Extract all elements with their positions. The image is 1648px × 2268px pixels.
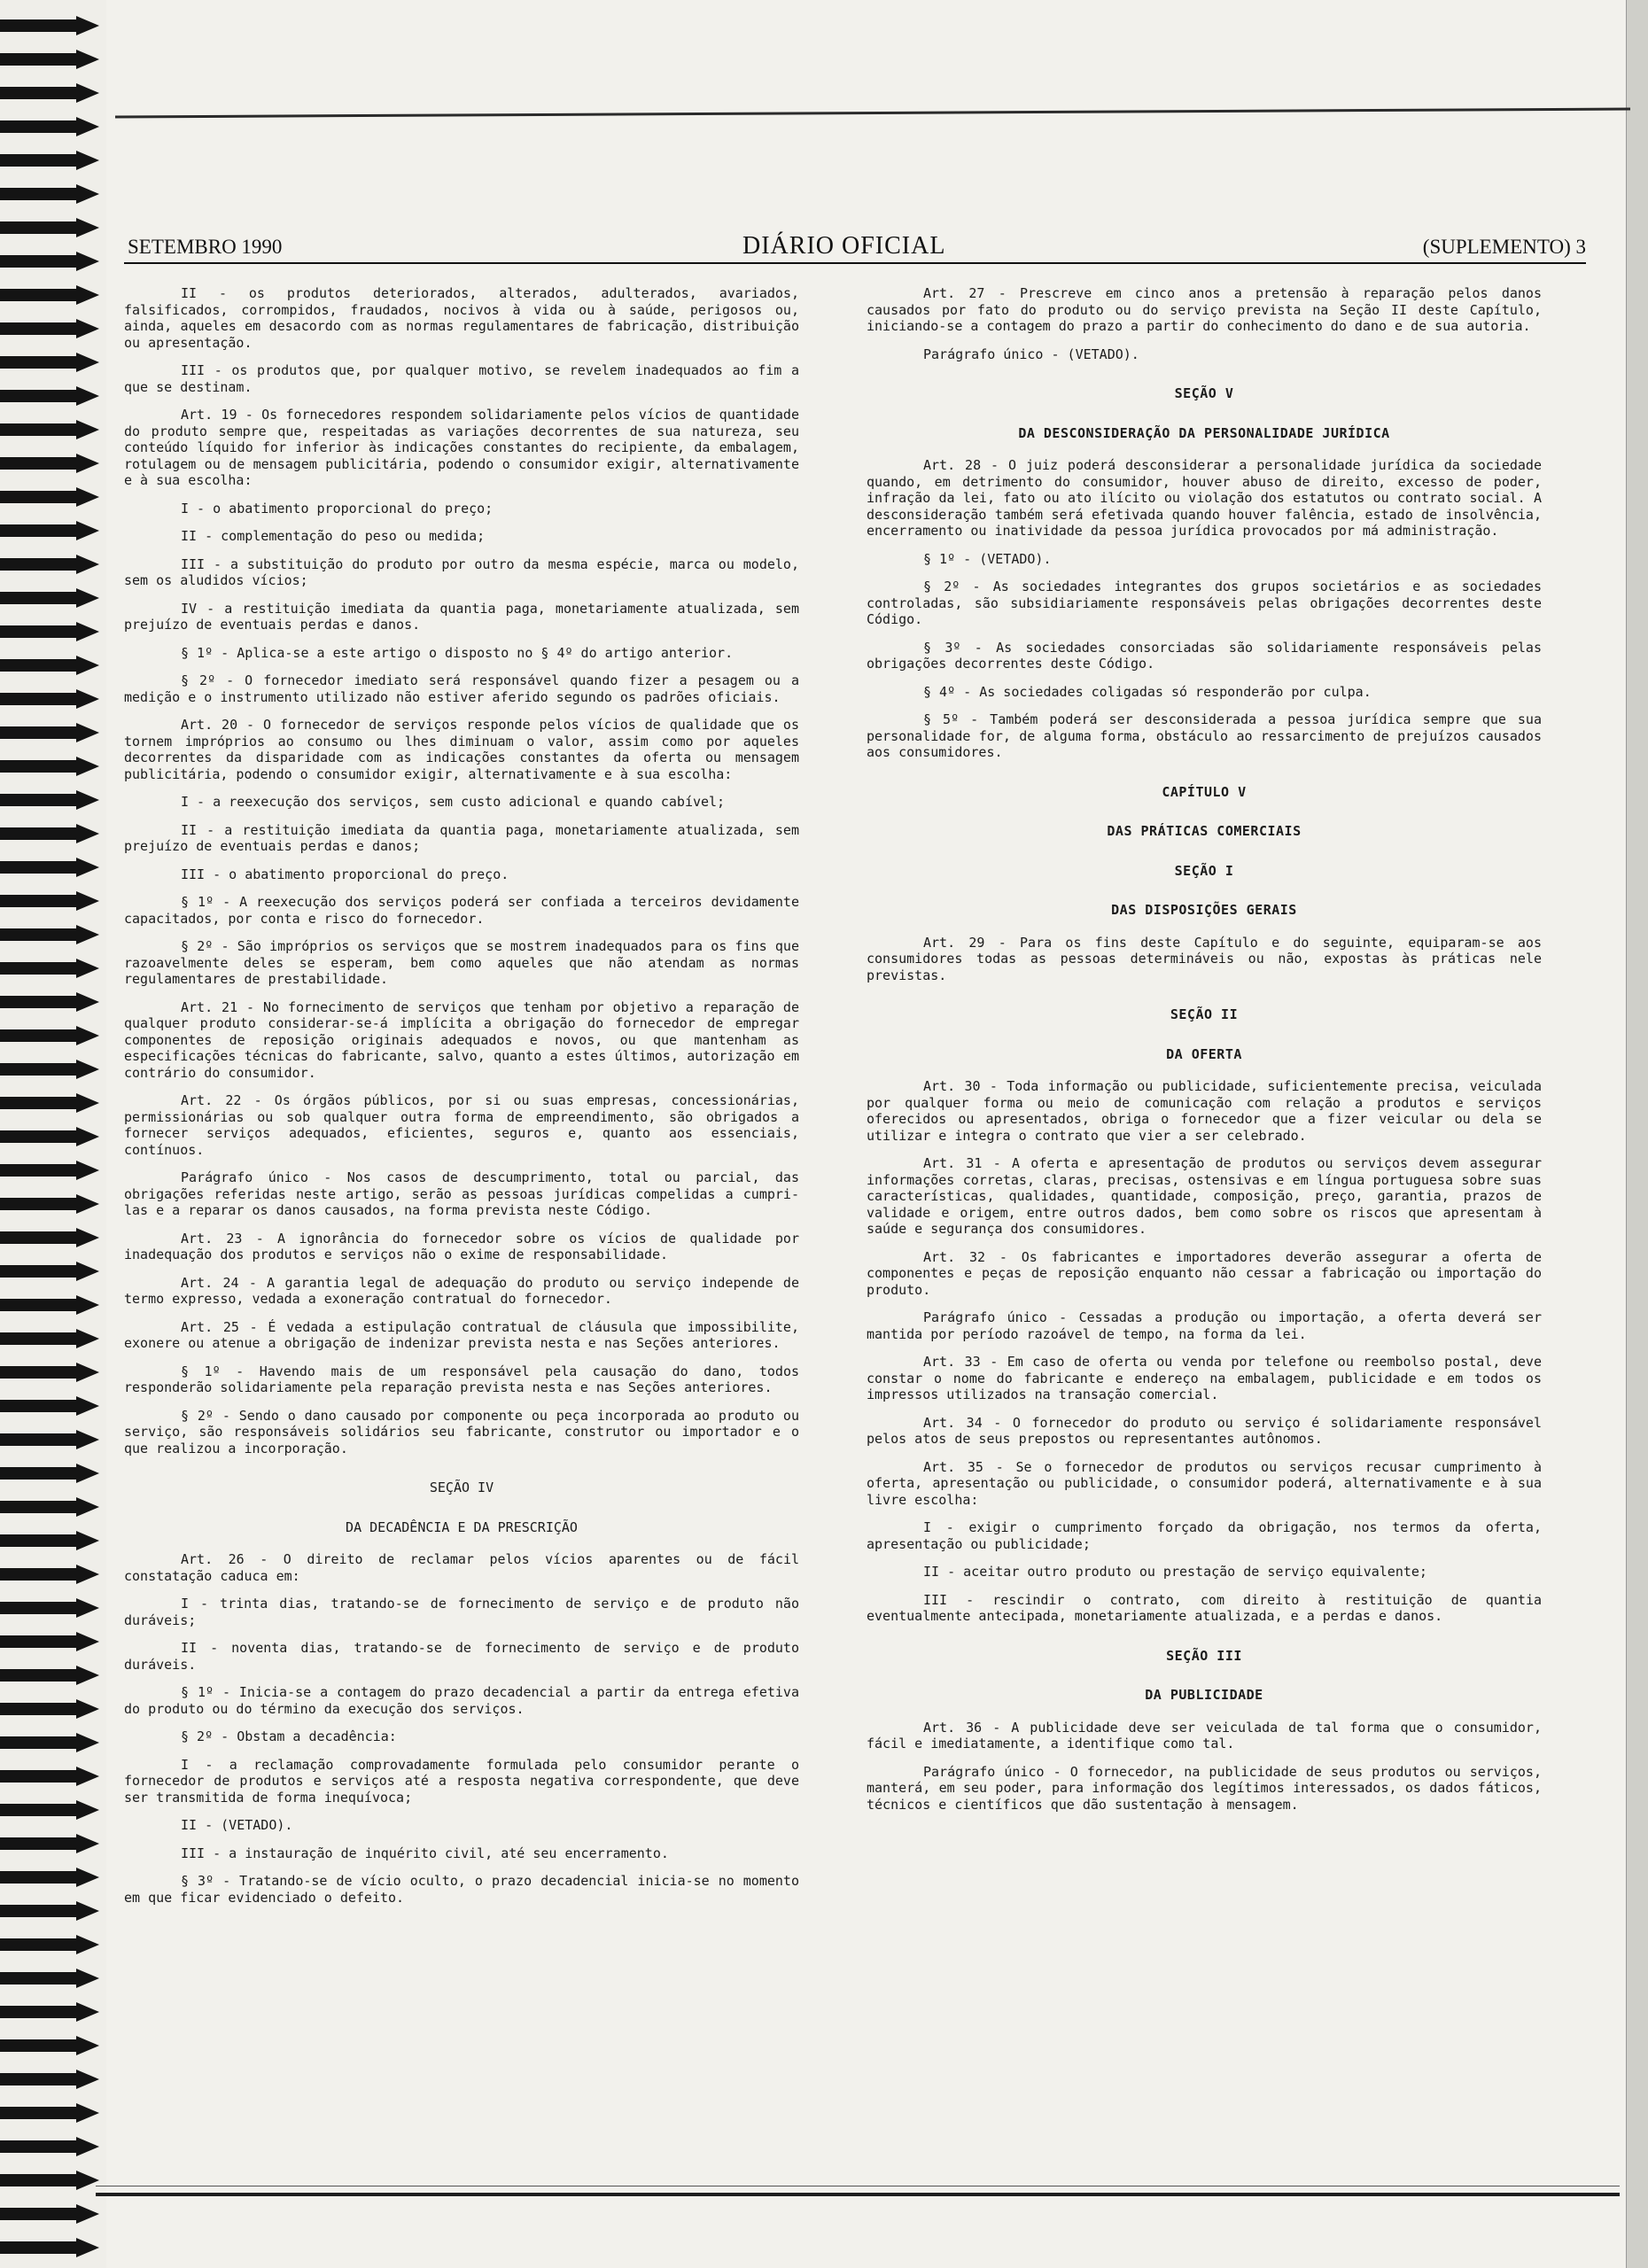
paragraph: Art. 33 - Em caso de oferta ou venda por telefone ou reembolso postal, deve constar o nome do fabricante e endereço na embalagem, publicidade e em todos os impressos utilizados na transação comercial.	[867, 1354, 1542, 1402]
binding-coil	[0, 1733, 105, 1752]
header-date: SETEMBRO 1990	[128, 236, 283, 258]
binding-coil	[0, 1767, 105, 1786]
paragraph: Art. 20 - O fornecedor de serviços responde pelos vícios de qualidade que os tornem impróprios ao consumo ou lhes diminuam o valor, assim como por aqueles decorrentes da disparidade com as indicações constantes da oferta ou mensagem publicitária, podendo o consumidor exigir, alternativamente e à sua escolha:	[124, 717, 799, 782]
paragraph: Art. 23 - A ignorância do fornecedor sobre os vícios de qualidade por inadequação dos produtos e serviços não o exime de responsabilidade.	[124, 1230, 799, 1262]
paragraph: Art. 24 - A garantia legal de adequação do produto ou serviço independe de termo expresso, vedada a exoneração contratual do fornecedor.	[124, 1274, 799, 1307]
page-header	[122, 232, 1586, 262]
binding-coil	[0, 1699, 105, 1719]
binding-coil	[0, 1632, 105, 1651]
paragraph: Art. 21 - No fornecimento de serviços que tenham por objetivo a reparação de qualquer produto considerar-se-á implícita a obrigação do fornecedor de empregar componentes de reposição originais adequados e novos, ou que mantenham as especificações técnicas do fabricante, salvo, quanto a estes últimos, autorização em contrário do consumidor.	[124, 998, 799, 1081]
section-heading: SEÇÃO II	[1170, 1006, 1239, 1022]
binding-coil	[0, 2238, 105, 2257]
binding-coil	[0, 2171, 105, 2190]
binding-coil	[0, 1666, 105, 1685]
paragraph: II - a restituição imediata da quantia paga, monetariamente atualizada, sem prejuízo de eventuais perdas e danos;	[124, 821, 799, 854]
binding-coil	[0, 959, 105, 978]
paragraph: I - exigir o cumprimento forçado da obrigação, nos termos da oferta, apresentação ou publicidade;	[867, 1519, 1542, 1552]
paragraph: § 4º - As sociedades coligadas só responderão por culpa.	[923, 683, 1372, 700]
paragraph: § 2º - São impróprios os serviços que se mostrem inadequados para os fins que razoavelmente deles se esperam, bem como aqueles que não atendam as normas regulamentares de prestabilidade.	[124, 938, 799, 987]
binding-coil	[0, 2070, 105, 2089]
binding-coil	[0, 487, 105, 507]
binding-coil	[0, 1026, 105, 1045]
binding-coil	[0, 824, 105, 843]
binding-coil	[0, 1295, 105, 1315]
binding-coil	[0, 992, 105, 1012]
paragraph: § 1º - A reexecução dos serviços poderá ser confiada a terceiros devidamente capacitados, por conta e risco do fornecedor.	[124, 894, 799, 927]
binding-coil	[0, 555, 105, 574]
section-heading: SEÇÃO I	[1174, 862, 1234, 879]
paragraph: § 5º - Também poderá ser desconsiderada a pessoa jurídica sempre que sua personalidade for, de alguma forma, obstáculo ao ressarcimento de prejuízos causados aos consumidores.	[867, 711, 1542, 760]
binding-coil	[0, 2036, 105, 2055]
binding-coil	[0, 1060, 105, 1079]
paragraph: Art. 36 - A publicidade deve ser veiculada de tal forma que o consumidor, fácil e imediatamente, a identifique como tal.	[867, 1719, 1542, 1751]
binding-coil	[0, 891, 105, 911]
paragraph: § 2º - Obstam a decadência:	[181, 1728, 397, 1744]
binding-coil	[0, 1464, 105, 1483]
binding-coil	[0, 16, 105, 35]
section-heading: SEÇÃO IV	[429, 1480, 494, 1495]
right-column	[867, 285, 1542, 1824]
paragraph: § 2º - As sociedades integrantes dos grupos societários e as sociedades controladas, são subsidiariamente responsáveis pelas obrigações decorrentes deste Código.	[867, 579, 1542, 627]
paragraph: § 1º - Aplica-se a este artigo o disposto no § 4º do artigo anterior.	[181, 644, 734, 661]
chapter-heading: CAPÍTULO V	[1162, 783, 1247, 800]
right-paragraphs	[867, 285, 1542, 362]
binding-coil	[0, 1161, 105, 1180]
binding-coil	[0, 2103, 105, 2123]
binding-coil	[0, 1834, 105, 1853]
paragraph: III - a instauração de inquérito civil, até seu encerramento.	[181, 1845, 669, 1861]
paragraph: Art. 32 - Os fabricantes e importadores deverão assegurar a oferta de componentes e peças de reposição enquanto não cessar a fabricação ou importação do produto.	[867, 1248, 1542, 1298]
paragraph: Art. 29 - Para os fins deste Capítulo e do seguinte, equiparam-se aos consumidores todas as pessoas determináveis ou não, expostas às práticas nele previstas.	[867, 934, 1542, 983]
binding-coil	[0, 1228, 105, 1247]
binding-coil	[0, 1800, 105, 1820]
section-heading: SEÇÃO III	[1166, 1647, 1242, 1664]
right-paragraphs-5	[867, 1720, 1542, 1814]
paragraph: I - trinta dias, tratando-se de fornecimento de serviço e de produto não duráveis;	[124, 1596, 799, 1628]
binding-coil	[0, 622, 105, 641]
paragraph: § 1º - Inicia-se a contagem do prazo decadencial a partir da entrega efetiva do produto ou do término da execução dos serviços.	[124, 1684, 799, 1717]
section-title: DA OFERTA	[1166, 1045, 1242, 1062]
binding-coil	[0, 1363, 105, 1382]
binding-coil	[0, 1935, 105, 1954]
right-paragraphs-4	[867, 1078, 1542, 1625]
left-paragraphs	[124, 285, 799, 1456]
paragraph: Art. 30 - Toda informação ou publicidade, suficientemente precisa, veiculada por qualquer forma ou meio de comunicação com relação a produtos e serviços oferecidos ou apresentados, obriga o fornecedor que a fizer veicular ou dela se utilizar e integra o contrato que vier a ser celebrado.	[867, 1078, 1542, 1144]
paragraph: Art. 34 - O fornecedor do produto ou serviço é solidariamente responsável pelos atos de seus prepostos ou representantes autônomos.	[867, 1414, 1542, 1447]
paragraph: Parágrafo único - Cessadas a produção ou importação, a oferta deverá ser mantida por período razoável de tempo, na forma da lei.	[867, 1309, 1542, 1342]
paragraph: II - noventa dias, tratando-se de fornecimento de serviço e de produto duráveis.	[124, 1640, 799, 1673]
binding-coil	[0, 1531, 105, 1550]
binding-coil	[0, 790, 105, 810]
binding-coil	[0, 1430, 105, 1449]
binding-coil	[0, 1901, 105, 1921]
binding-coil	[0, 689, 105, 709]
binding-coil	[0, 656, 105, 675]
binding-coil	[0, 1598, 105, 1618]
paragraph: III - os produtos que, por qualquer motivo, se revelem inadequados ao fim a que se destinam.	[124, 362, 799, 395]
section-title: DA DESCONSIDERAÇÃO DA PERSONALIDADE JURÍDICA	[1018, 424, 1390, 441]
section-title: DA PUBLICIDADE	[1145, 1687, 1263, 1703]
binding-coil	[0, 353, 105, 372]
binding-coil	[0, 252, 105, 271]
binding-coil	[0, 1093, 105, 1113]
section-heading: SEÇÃO V	[1174, 385, 1234, 401]
binding-coil	[0, 1868, 105, 1887]
binding-coil	[0, 454, 105, 473]
paragraph: Art. 35 - Se o fornecedor de produtos ou serviços recusar cumprimento à oferta, apresentação ou publicidade, o consumidor poderá, alternativamente e à sua livre escolha:	[867, 1458, 1542, 1508]
paragraph: § 3º - Tratando-se de vício oculto, o prazo decadencial inicia-se no momento em que ficar evidenciado o defeito.	[124, 1873, 799, 1906]
binding-coil	[0, 723, 105, 742]
binding-coil	[0, 50, 105, 69]
binding-coil	[0, 925, 105, 944]
paragraph: § 1º - (VETADO).	[923, 550, 1052, 567]
binding-coil	[0, 218, 105, 237]
paragraph: I - o abatimento proporcional do preço;	[181, 500, 494, 517]
binding-coil	[0, 117, 105, 136]
paragraph: Art. 25 - É vedada a estipulação contratual de cláusula que impossibilite, exonere ou atenue a obrigação de indenizar prevista nesta e nas Seções anteriores.	[124, 1318, 799, 1351]
paragraph: I - a reclamação comprovadamente formulada pelo consumidor perante o fornecedor de produtos e serviços até a resposta negativa correspondente, que deve ser transmitida de forma inequívoca;	[124, 1756, 799, 1806]
paragraph: Parágrafo único - O fornecedor, na publicidade de seus produtos ou serviços, manterá, em seu poder, para informação dos legítimos interessados, os dados fáticos, técnicos e científicos que dão sustentação à mensagem.	[867, 1763, 1542, 1813]
binding-coil	[0, 83, 105, 103]
binding-coil	[0, 2002, 105, 2022]
page-edge	[1626, 0, 1648, 2268]
paragraph: IV - a restituição imediata da quantia paga, monetariamente atualizada, sem prejuízo de eventuais perdas e danos.	[124, 600, 799, 633]
right-paragraphs-3	[867, 935, 1542, 984]
paragraph: III - o abatimento proporcional do preço.	[181, 866, 509, 882]
binding-coil	[0, 1262, 105, 1281]
bottom-rule	[96, 2193, 1620, 2196]
spiral-binding	[0, 0, 106, 2268]
binding-coil	[0, 1194, 105, 1214]
left-paragraphs-2	[124, 1551, 799, 1906]
paragraph: II - os produtos deteriorados, alterados, adulterados, avariados, falsificados, corrompidos, fraudados, nocivos à vida ou à saúde, perigosos ou, ainda, aqueles em desacordo com as normas regulamentares de fabricação, distribuição ou apresentação.	[124, 285, 799, 351]
binding-coil	[0, 1127, 105, 1146]
binding-coil	[0, 420, 105, 439]
binding-coil	[0, 1329, 105, 1348]
paragraph: § 3º - As sociedades consorciadas são solidariamente responsáveis pelas obrigações decorrentes deste Código.	[867, 639, 1542, 672]
binding-coil	[0, 285, 105, 305]
right-paragraphs-2	[867, 457, 1542, 761]
paragraph: Art. 27 - Prescreve em cinco anos a pretensão à reparação pelos danos causados por fato do produto ou do serviço prevista na Seção II deste Capítulo, iniciando-se a contagem do prazo a partir do conhecimento do dano e de sua autoria.	[867, 285, 1542, 334]
paragraph: II - complementação do peso ou medida;	[181, 528, 486, 544]
paragraph: III - rescindir o contrato, com direito à restituição de quantia eventualmente antecipada, monetariamente atualizada, e a perdas e danos.	[867, 1591, 1542, 1624]
paragraph: Parágrafo único - (VETADO).	[923, 346, 1139, 362]
paragraph: § 2º - O fornecedor imediato será responsável quando fizer a pesagem ou a medição e o instrumento utilizado não estiver aferido segundo os padrões oficiais.	[124, 672, 799, 705]
binding-coil	[0, 2137, 105, 2156]
paragraph: Art. 26 - O direito de reclamar pelos vícios aparentes ou de fácil constatação caduca em:	[124, 1551, 799, 1584]
section-title: DAS DISPOSIÇÕES GERAIS	[1111, 902, 1297, 918]
binding-coil	[0, 858, 105, 877]
binding-coil	[0, 1969, 105, 1988]
binding-coil	[0, 386, 105, 406]
paragraph: III - a substituição do produto por outro da mesma espécie, marca ou modelo, sem os aludidos vícios;	[124, 555, 799, 588]
paragraph: I - a reexecução dos serviços, sem custo adicional e quando cabível;	[181, 794, 726, 810]
binding-coil	[0, 151, 105, 170]
header-title: DIÁRIO OFICIAL	[742, 232, 946, 260]
paragraph: Art. 28 - O juiz poderá desconsiderar a personalidade jurídica da sociedade quando, em detrimento do consumidor, houver abuso de direito, excesso de poder, infração da lei, fato ou ato ilícito ou violação dos estatutos ou contrato social. A desconsideração também será efetivada quando houver falência, estado de insolvência, encerramento ou inatividade da pessoa jurídica provocados por má administração.	[867, 457, 1542, 539]
binding-coil	[0, 521, 105, 540]
paragraph: § 2º - Sendo o dano causado por componente ou peça incorporada ao produto ou serviço, são responsáveis solidários seu fabricante, construtor ou importador e o que realizou a incorporação.	[124, 1407, 799, 1456]
header-supplement: (SUPLEMENTO) 3	[1422, 236, 1586, 258]
paragraph: Parágrafo único - Nos casos de descumprimento, total ou parcial, das obrigações referidas neste artigo, serão as pessoas jurídicas compelidas a cumpri-las e a reparar os danos causados, na forma prevista neste Código.	[124, 1169, 799, 1218]
paragraph: Art. 19 - Os fornecedores respondem solidariamente pelos vícios de quantidade do produto sempre que, respeitadas as variações decorrentes de sua natureza, seu conteúdo líquido for inferior às indicações constantes do recipiente, da embalagem, rotulagem ou de mensagem publicitária, podendo o consumidor exigir, alternativamente e à sua escolha:	[124, 407, 799, 488]
paragraph: Art. 22 - Os órgãos públicos, por si ou suas empresas, concessionárias, permissionárias ou sob qualquer outra forma de empreendimento, são obrigados a fornecer serviços adequados, eficientes, seguros e, quanto aos essenciais, contínuos.	[124, 1092, 799, 1158]
binding-coil	[0, 319, 105, 338]
binding-coil	[0, 1497, 105, 1517]
binding-coil	[0, 1396, 105, 1416]
binding-coil	[0, 184, 105, 204]
paragraph: Art. 31 - A oferta e apresentação de produtos ou serviços devem assegurar informações corretas, claras, precisas, ostensivas e em língua portuguesa sobre suas características, qualidades, quantidade, composição, preço, garantia, prazos de validade e origem, entre outros dados, bem como sobre os riscos que apresentam à saúde e segurança dos consumidores.	[867, 1155, 1542, 1237]
paragraph: II - (VETADO).	[181, 1817, 293, 1833]
paragraph: § 1º - Havendo mais de um responsável pela causação do dano, todos responderão solidariamente pela reparação prevista nesta e nas Seções anteriores.	[124, 1363, 799, 1395]
paragraph: II - aceitar outro produto ou prestação de serviço equivalente;	[923, 1564, 1427, 1580]
left-column	[124, 285, 799, 1917]
binding-coil	[0, 757, 105, 776]
binding-coil	[0, 1565, 105, 1584]
header-rule	[124, 262, 1586, 264]
chapter-title: DAS PRÁTICAS COMERCIAIS	[1107, 823, 1302, 839]
top-rule	[115, 108, 1630, 119]
section-title: DA DECADÊNCIA E DA PRESCRIÇÃO	[346, 1518, 578, 1535]
binding-coil	[0, 588, 105, 608]
binding-coil	[0, 2204, 105, 2224]
